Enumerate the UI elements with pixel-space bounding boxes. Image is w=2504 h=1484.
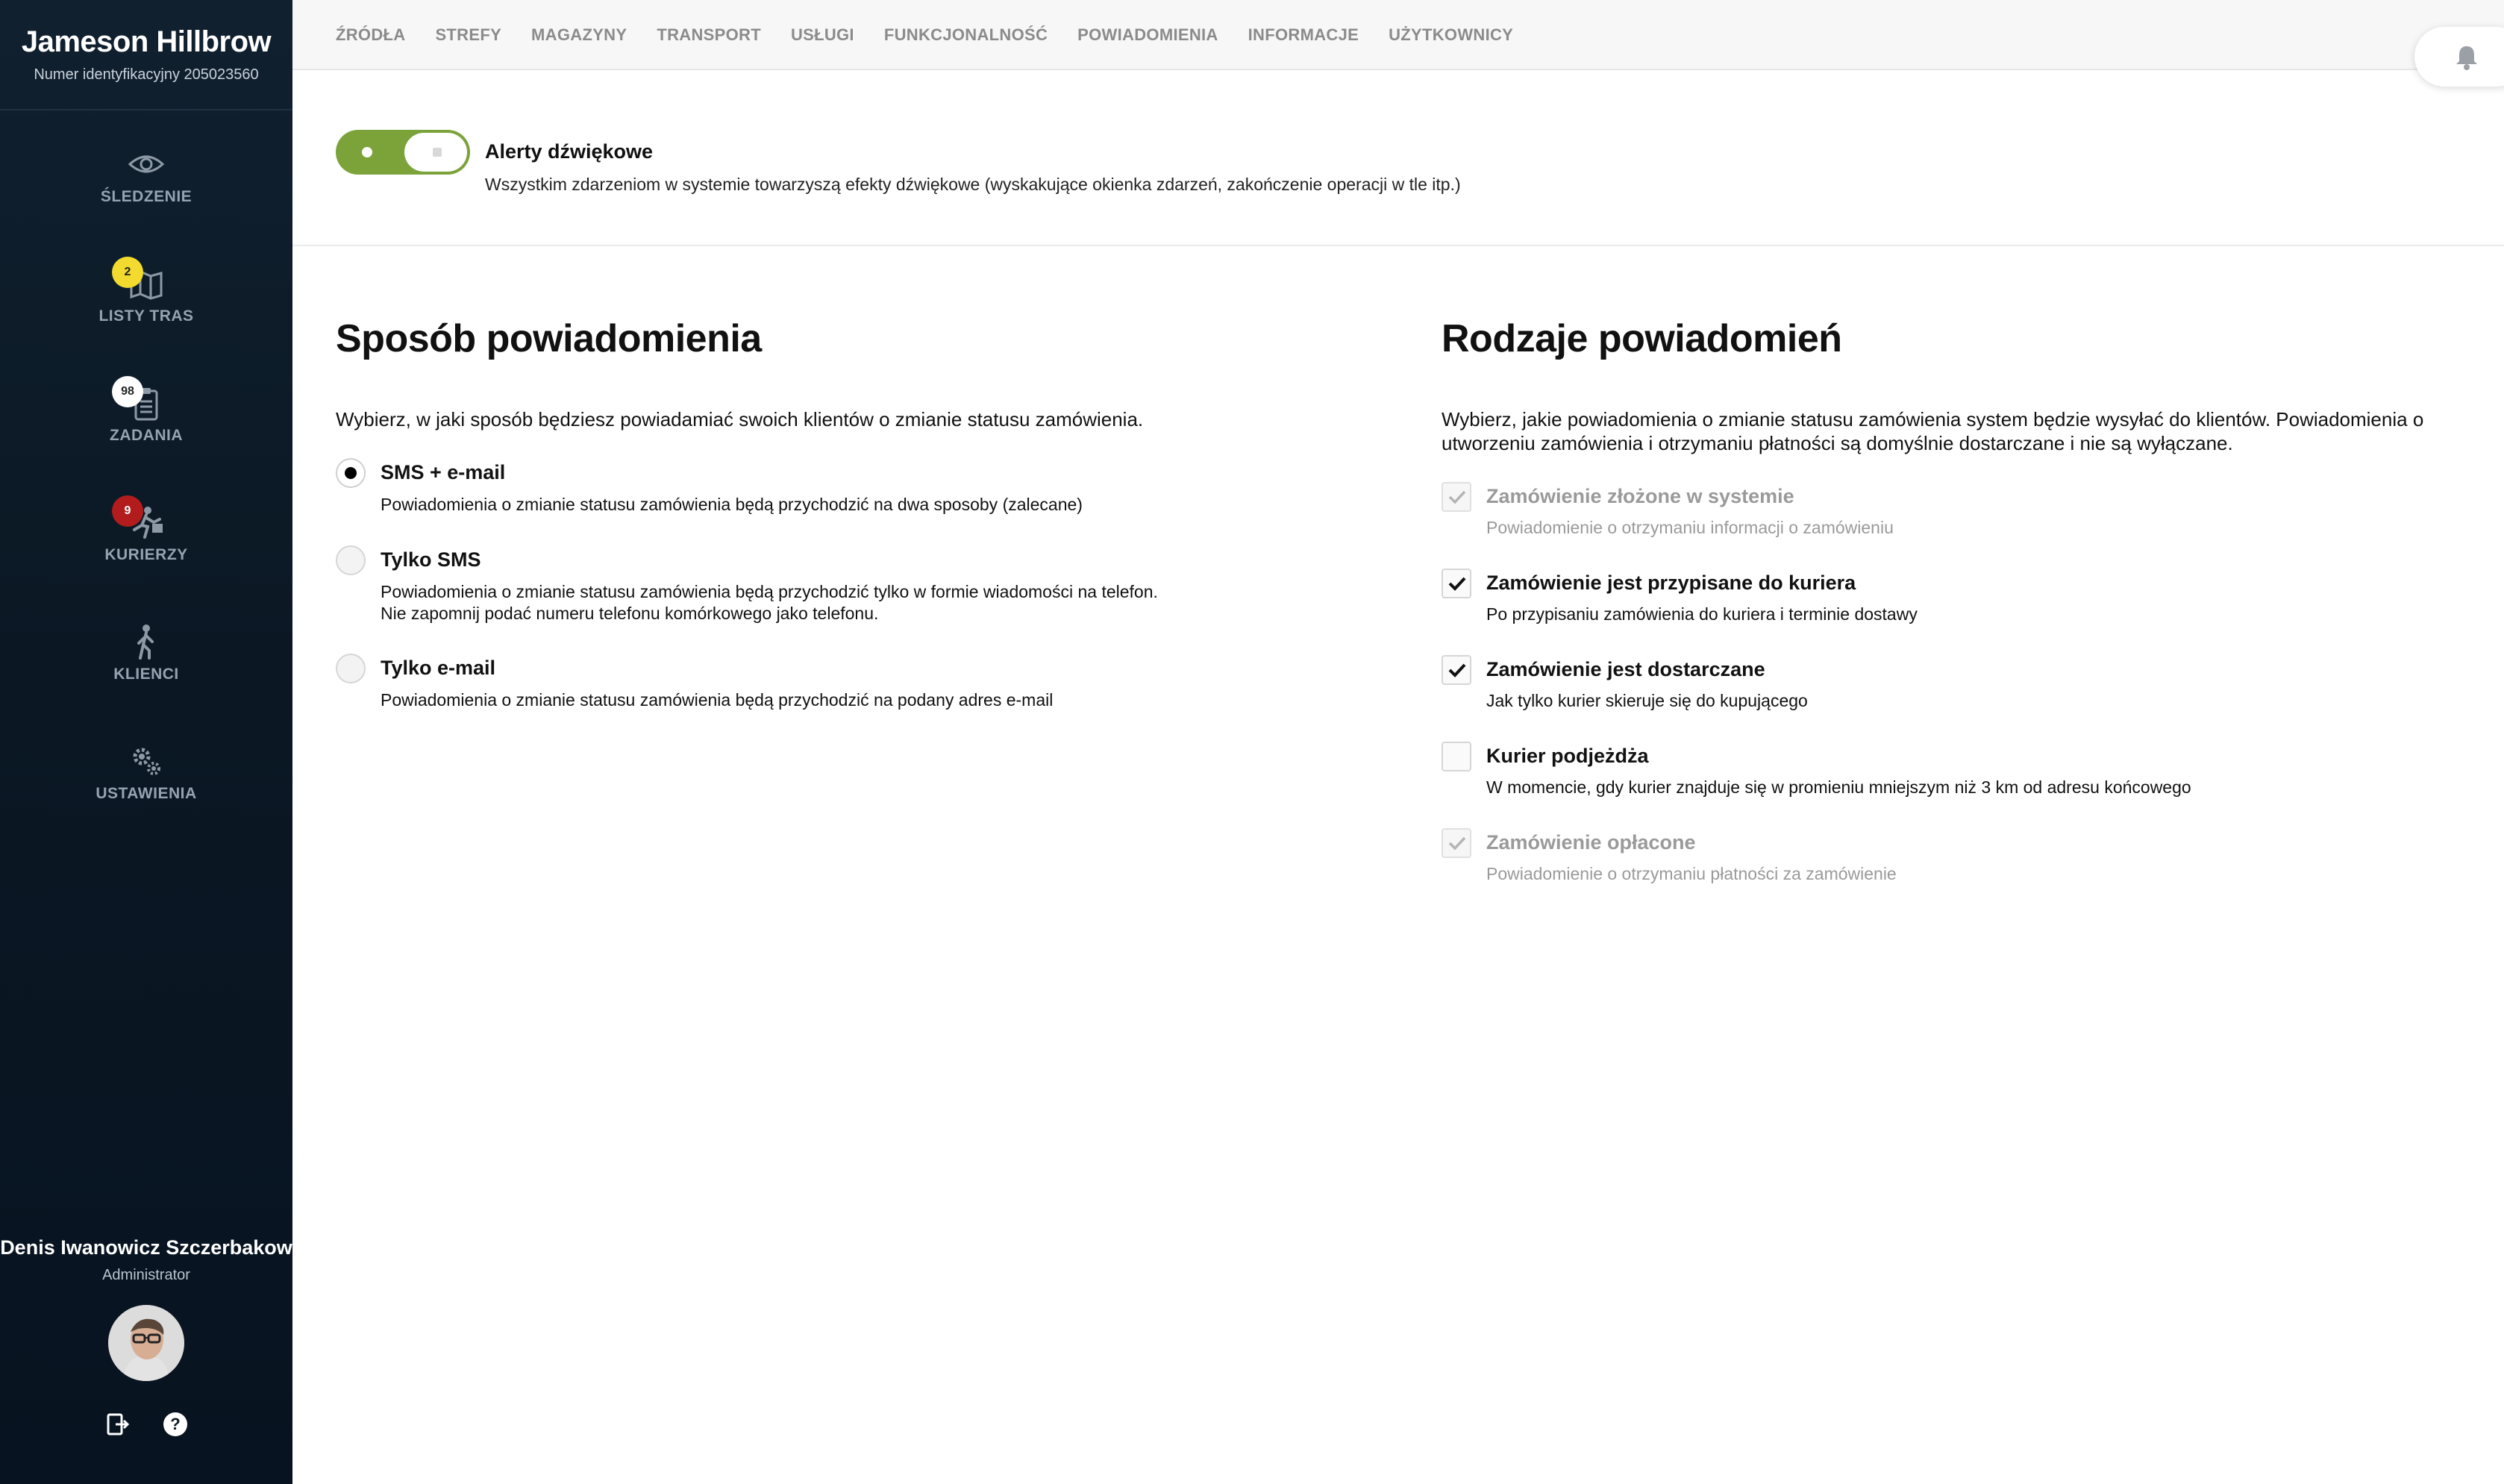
user-panel (0, 1214, 292, 1484)
svg-text:?: ? (170, 1415, 181, 1433)
type-label: Zamówienie złożone w systemie (1486, 485, 1794, 507)
tasks-badge: 98 (112, 376, 143, 407)
tab-notifications[interactable]: POWIADOMIENIA (1077, 25, 1218, 44)
sidebar-item-route-lists[interactable] (0, 230, 292, 349)
brand-block (0, 0, 292, 110)
logout-icon[interactable] (104, 1411, 131, 1438)
toggle-on-indicator (362, 147, 372, 157)
sidebar (0, 0, 292, 1484)
option-label: Tylko e-mail (381, 657, 496, 679)
sound-alerts-title: Alerty dźwiękowe (485, 140, 654, 163)
checkbox-order-placed (1442, 482, 1471, 512)
radio-sms-only[interactable] (336, 545, 366, 575)
help-icon[interactable] (162, 1411, 189, 1438)
radio-sms-email[interactable] (336, 458, 366, 488)
bell-icon (2453, 42, 2480, 72)
couriers-badge: 9 (112, 495, 143, 527)
types-title: Rodzaje powiadomień (1442, 317, 1842, 360)
checkbox-courier-approaching[interactable] (1442, 742, 1471, 771)
sidebar-item-label: LISTY TRAS (98, 307, 194, 325)
type-label: Zamówienie opłacone (1486, 831, 1696, 854)
method-intro: Wybierz, w jaki sposób będziesz powiadamiać swoich klientów o zmianie statusu zamówienia. (336, 408, 1144, 431)
sidebar-item-tracking[interactable] (0, 110, 292, 230)
sidebar-item-settings[interactable] (0, 707, 292, 827)
option-description: Powiadomienia o zmianie statusu zamówienia będą przychodzić na podany adres e-mail (381, 690, 1054, 710)
user-actions (0, 1411, 292, 1438)
walking-person-icon (124, 621, 169, 663)
type-label: Zamówienie jest przypisane do kuriera (1486, 572, 1856, 594)
settings-tabs (336, 0, 1513, 70)
gears-icon (124, 740, 169, 782)
avatar[interactable] (108, 1305, 184, 1381)
type-description: Jak tylko kurier skieruje się do kupującego (1486, 691, 1808, 710)
option-label: Tylko SMS (381, 548, 481, 571)
sidebar-item-label: USTAWIENIA (96, 785, 197, 802)
option-description: Powiadomienia o zmianie statusu zamówienia będą przychodzić na dwa sposoby (zalecane) (381, 495, 1083, 514)
tab-functionality[interactable]: FUNKCJONALNOŚĆ (883, 25, 1048, 44)
checkbox-order-paid (1442, 828, 1471, 858)
tab-information[interactable]: INFORMACJE (1248, 25, 1359, 44)
tab-users[interactable]: UŻYTKOWNICY (1389, 25, 1514, 44)
type-label: Kurier podjeżdża (1486, 745, 1649, 767)
sidebar-item-label: KLIENCI (113, 666, 179, 683)
type-label: Zamówienie jest dostarczane (1486, 658, 1765, 680)
option-description: Powiadomienia o zmianie statusu zamówienia będą przychodzić tylko w formie wiadomości na telefon. Nie zapomnij podać numeru telefonu komórkowego jako telefonu. (381, 582, 1158, 623)
sidebar-nav (0, 110, 292, 827)
toggle-knob (404, 133, 467, 172)
type-description: W momencie, gdy kurier znajduje się w promieniu mniejszym niż 3 km od adresu końcowego (1486, 777, 2191, 797)
sidebar-item-label: KURIERZY (104, 546, 188, 563)
tab-sources[interactable]: ŹRÓDŁA (336, 25, 406, 44)
sidebar-item-clients[interactable] (0, 588, 292, 707)
tab-services[interactable]: USŁUGI (790, 25, 854, 44)
route-lists-badge: 2 (112, 257, 143, 288)
sidebar-item-tasks[interactable] (0, 349, 292, 469)
checkbox-assigned-to-courier[interactable] (1442, 569, 1471, 598)
type-description: Po przypisaniu zamówienia do kuriera i terminie dostawy (1486, 604, 1918, 624)
tab-warehouses[interactable]: MAGAZYNY (531, 25, 627, 44)
company-name: Jameson Hillbrow (21, 25, 272, 58)
user-role: Administrator (102, 1267, 190, 1283)
radio-email-only[interactable] (336, 654, 366, 683)
tab-transport[interactable]: TRANSPORT (657, 25, 761, 44)
sound-alerts-toggle[interactable] (336, 130, 470, 175)
option-label: SMS + e-mail (381, 461, 506, 483)
company-id: Numer identyfikacyjny 205023560 (34, 66, 259, 83)
type-description: Powiadomienie o otrzymaniu informacji o zamówieniu (1486, 518, 1894, 537)
method-title: Sposób powiadomienia (336, 317, 762, 360)
eye-icon (124, 143, 169, 185)
sidebar-item-label: ZADANIA (110, 427, 183, 444)
sound-alerts-description: Wszystkim zdarzeniom w systemie towarzyszą efekty dźwiękowe (wyskakujące okienka zdarzeń, zakończenie operacji w tle itp.) (485, 175, 1461, 194)
user-name: Denis Iwanowicz Szczerbakow (0, 1236, 292, 1259)
type-description: Powiadomienie o otrzymaniu płatności za zamówienie (1486, 864, 1897, 883)
sidebar-item-couriers[interactable] (0, 469, 292, 588)
top-nav (292, 0, 2504, 70)
sidebar-item-label: ŚLEDZENIE (100, 188, 193, 205)
sound-alerts-section (292, 72, 2504, 246)
tab-zones[interactable]: STREFY (435, 25, 502, 44)
types-intro: Wybierz, jakie powiadomienia o zmianie statusu zamówienia system będzie wysyłać do klientów. Powiadomienia o utworzeniu zamówienia i otrzymaniu płatności są domyślnie dostarczane i nie są wyłączane. (1442, 408, 2424, 454)
checkbox-being-delivered[interactable] (1442, 655, 1471, 685)
